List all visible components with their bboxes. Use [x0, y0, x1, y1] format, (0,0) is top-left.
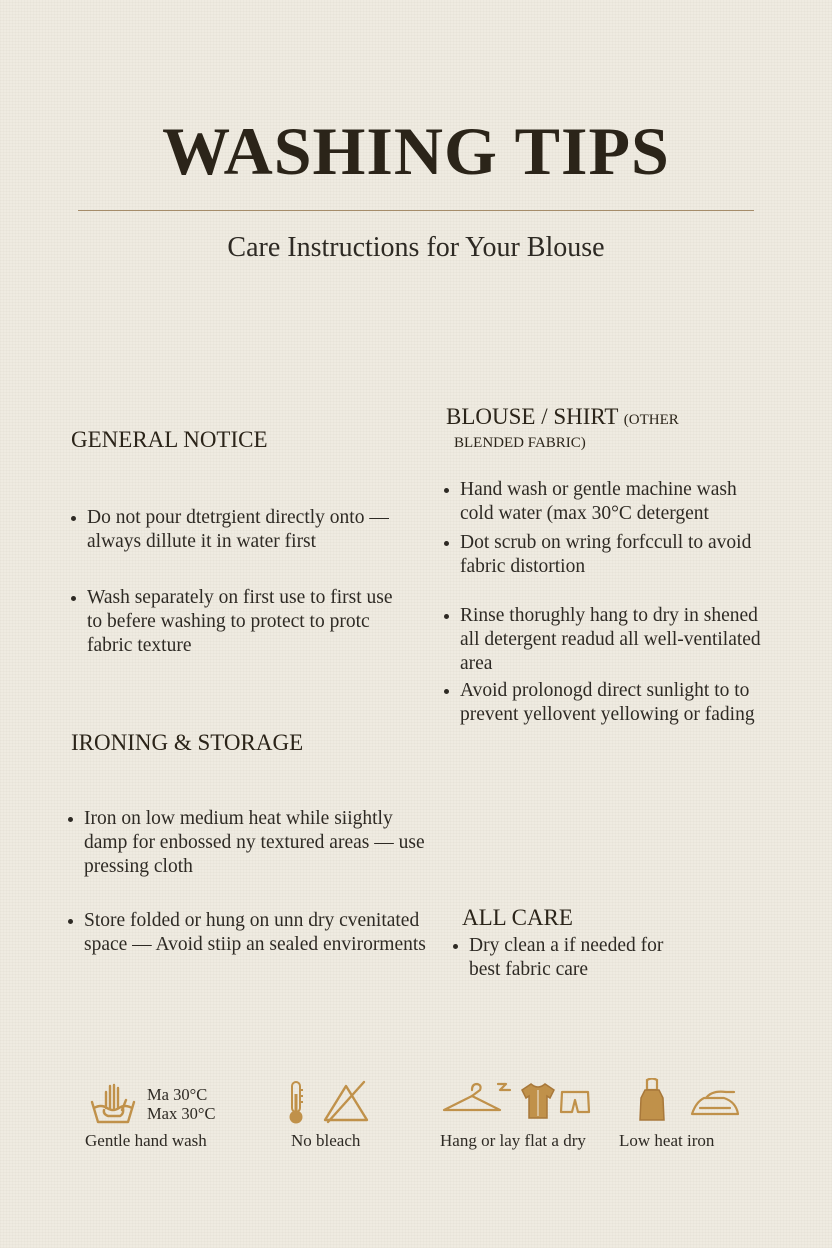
blouse-heading-main: BLOUSE / SHIRT — [446, 404, 618, 429]
no-bleach-icon — [322, 1080, 370, 1124]
hand-wash-temp — [147, 1085, 215, 1123]
list-item: Dot scrub on wring forfccull to avoid fabric distortion — [444, 531, 774, 579]
temp-line-2: Max 30°C — [147, 1104, 216, 1123]
list-item: Avoid prolonogd direct sunlight to to prevent yellovent yellowing or fading — [444, 679, 774, 727]
page-title: WASHING TIPS — [162, 113, 670, 189]
list-item: Store folded or hung on unn dry cvenitated space — Avoid stiip an sealed envirorments — [68, 909, 428, 957]
apron-icon — [637, 1078, 667, 1124]
list-item: Do not pour dtetrgient directly onto — always dillute it in water first — [71, 506, 411, 554]
hand-wash-icon — [89, 1080, 137, 1126]
all-care-heading: ALL CARE — [462, 905, 573, 930]
all-care-list — [453, 934, 693, 982]
hang-dry-label: Hang or lay flat a dry — [440, 1131, 586, 1150]
no-bleach-label: No bleach — [291, 1131, 361, 1150]
page-subtitle: Care Instructions for Your Blouse — [227, 232, 605, 263]
shirt-icon — [520, 1082, 556, 1120]
blouse-shirt-heading — [446, 404, 679, 453]
general-notice-list — [71, 506, 411, 658]
general-notice-heading: GENERAL NOTICE — [71, 427, 268, 452]
ironing-storage-heading: IRONING & STORAGE — [71, 730, 304, 755]
temp-line-1: Ma 30°C — [147, 1085, 208, 1104]
low-iron-label: Low heat iron — [619, 1131, 715, 1150]
title-divider — [78, 210, 754, 211]
list-item: Hand wash or gentle machine wash cold water (max 30°C detergent — [444, 478, 774, 526]
hand-wash-label: Gentle hand wash — [85, 1131, 207, 1150]
thermometer-icon — [286, 1080, 306, 1124]
blouse-heading-line2: BLENDED FABRIC) — [454, 435, 586, 451]
list-item: Wash separately on first use to first use to befere washing to protect to protc fabric texture — [71, 586, 411, 658]
iron-icon — [690, 1088, 740, 1120]
shorts-icon — [559, 1088, 591, 1116]
list-item: Dry clean a if needed for best fabric care — [453, 934, 693, 982]
blouse-heading-small: (OTHER — [623, 412, 679, 428]
list-item: Rinse thorughly hang to dry in shened all detergent readud all well-ventilated area — [444, 604, 774, 676]
list-item: Iron on low medium heat while siightly damp for enbossed ny textured areas — use pressing cloth — [68, 807, 428, 879]
hanger-icon — [442, 1080, 514, 1116]
blouse-shirt-list — [444, 478, 774, 727]
ironing-storage-list — [68, 807, 428, 957]
